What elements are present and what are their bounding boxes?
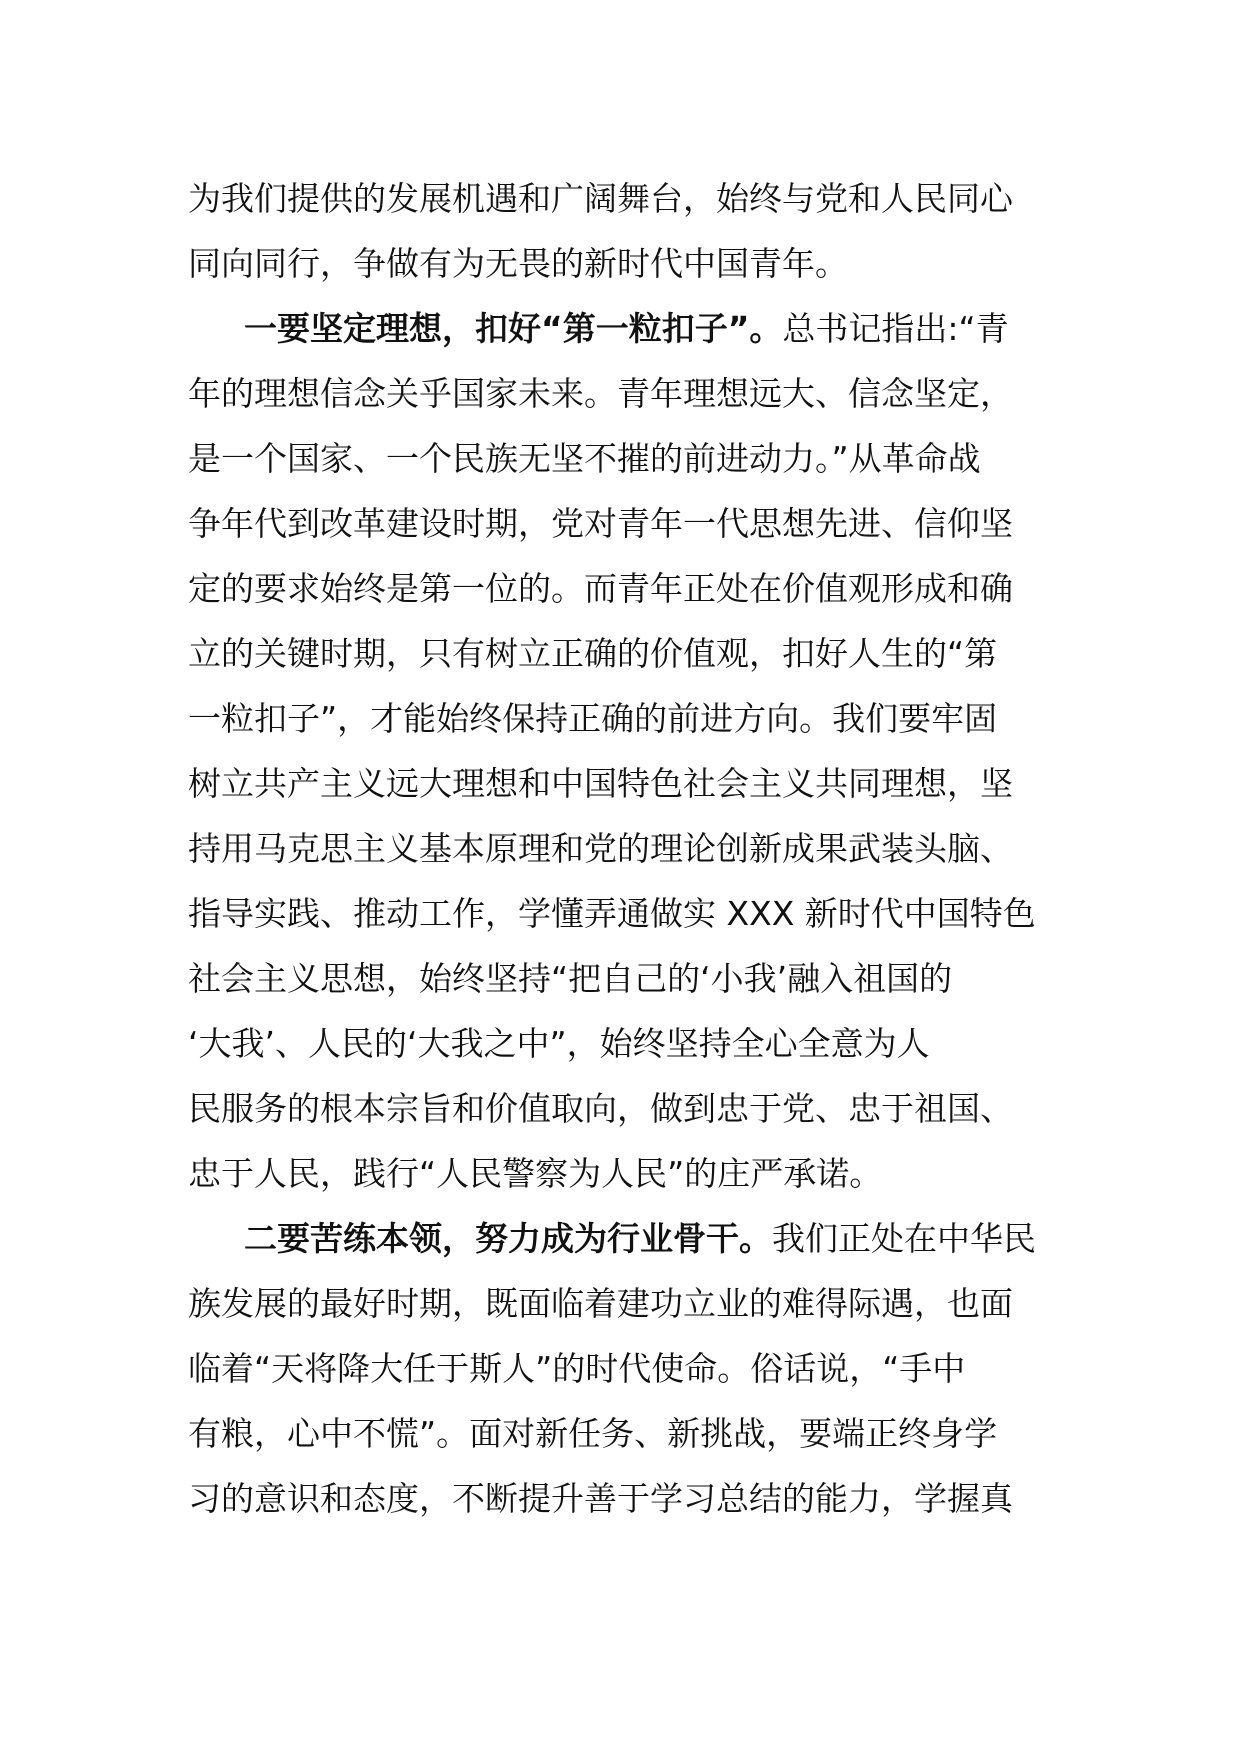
line-text: 同向同行，争做有为无畏的新时代中国青年。 — [188, 244, 848, 283]
text-line — [188, 1336, 1054, 1401]
line-text: 定的要求始终是第一位的。而青年正处在价值观形成和确 — [188, 569, 1013, 608]
text-line — [188, 686, 1054, 751]
text-line — [188, 166, 1054, 231]
text-line — [188, 361, 1054, 426]
line-text: ‘大我’、人民的‘大我之中”，始终坚持全心全意为人 — [188, 1024, 930, 1063]
text-line — [188, 1466, 1054, 1531]
text-line — [188, 816, 1054, 881]
line-text: 总书记指出:“青 — [782, 309, 1009, 348]
line-text: 为我们提供的发展机遇和广阔舞台，始终与党和人民同心 — [188, 179, 1013, 218]
text-line — [188, 556, 1054, 621]
body-text — [188, 166, 1054, 1531]
text-line — [188, 621, 1054, 686]
text-line — [188, 881, 1054, 946]
line-text: 社会主义思想，始终坚持“把自己的‘小我’融入祖国的 — [188, 959, 953, 998]
text-line — [188, 1076, 1054, 1141]
text-line — [188, 751, 1054, 816]
line-text: 年的理想信念关乎国家未来。青年理想远大、信念坚定， — [188, 374, 1013, 413]
text-line — [188, 946, 1054, 1011]
line-text: 临着“天将降大任于斯人”的时代使命。俗话说，“手中 — [188, 1349, 966, 1388]
text-line — [188, 1011, 1054, 1076]
line-text: 树立共产主义远大理想和中国特色社会主义共同理想，坚 — [188, 764, 1013, 803]
text-line — [188, 491, 1054, 556]
line-text: 持用马克思主义基本原理和党的理论创新成果武装头脑、 — [188, 829, 1013, 868]
line-text: 民服务的根本宗旨和价值取向，做到忠于党、忠于祖国、 — [188, 1089, 1013, 1128]
text-line — [188, 1141, 1054, 1206]
line-text: 立的关键时期，只有树立正确的价值观，扣好人生的“第 — [188, 634, 998, 673]
line-text: 一粒扣子”，才能始终保持正确的前进方向。我们要牢固 — [188, 699, 998, 738]
line-text: 我们正处在中华民 — [772, 1219, 1036, 1258]
line-text: 有粮，心中不慌”。面对新任务、新挑战，要端正终身学 — [188, 1414, 998, 1453]
line-text: 指导实践、推动工作，学懂弄通做实 XXX 新时代中国特色 — [188, 894, 1036, 933]
line-text: 忠于人民，践行“人民警察为人民”的庄严承诺。 — [188, 1154, 883, 1193]
section-heading: 一要坚定理想，扣好“第一粒扣子”。 — [244, 309, 783, 348]
section-heading-line — [188, 1206, 1054, 1271]
text-line — [188, 426, 1054, 491]
text-line — [188, 1401, 1054, 1466]
line-text: 族发展的最好时期，既面临着建功立业的难得际遇，也面 — [188, 1284, 1013, 1323]
section-heading: 二要苦练本领，努力成为行业骨干。 — [244, 1219, 772, 1258]
line-text: 习的意识和态度，不断提升善于学习总结的能力，学握真 — [188, 1479, 1013, 1518]
text-line — [188, 1271, 1054, 1336]
section-heading-line — [188, 296, 1054, 361]
line-text: 是一个国家、一个民族无坚不摧的前进动力。”从革命战 — [188, 439, 981, 478]
line-text: 争年代到改革建设时期，党对青年一代思想先进、信仰坚 — [188, 504, 1013, 543]
text-line — [188, 231, 1054, 296]
